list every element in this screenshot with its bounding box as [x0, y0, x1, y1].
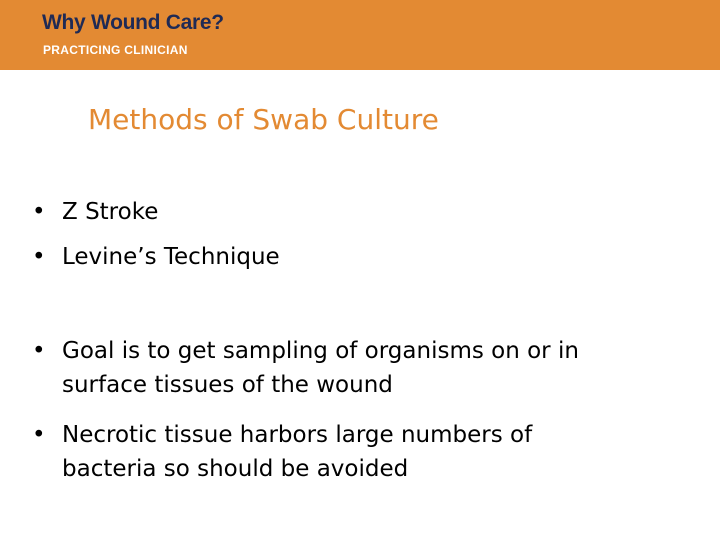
slide-title: Methods of Swab Culture: [88, 103, 439, 136]
bullet-icon: •: [32, 338, 46, 364]
bullet-text: Z Stroke: [62, 199, 159, 225]
bullet-text: Necrotic tissue harbors large numbers of bacteria so should be avoided: [62, 422, 533, 482]
bullet-icon: •: [32, 244, 46, 270]
bullet-item: [32, 334, 622, 402]
bullet-icon: •: [32, 422, 46, 448]
bullet-icon: •: [32, 199, 46, 225]
bullet-item: [32, 195, 622, 229]
header-bar: [0, 0, 720, 70]
bullet-text: Goal is to get sampling of organisms on or in surface tissues of the wound: [62, 338, 579, 398]
bullet-text: Levine’s Technique: [62, 244, 280, 270]
brand-title: Why Wound Care?: [42, 11, 224, 34]
brand-subtitle: PRACTICING CLINICIAN: [43, 43, 188, 57]
bullet-item: [32, 240, 622, 274]
bullet-item: [32, 418, 622, 486]
